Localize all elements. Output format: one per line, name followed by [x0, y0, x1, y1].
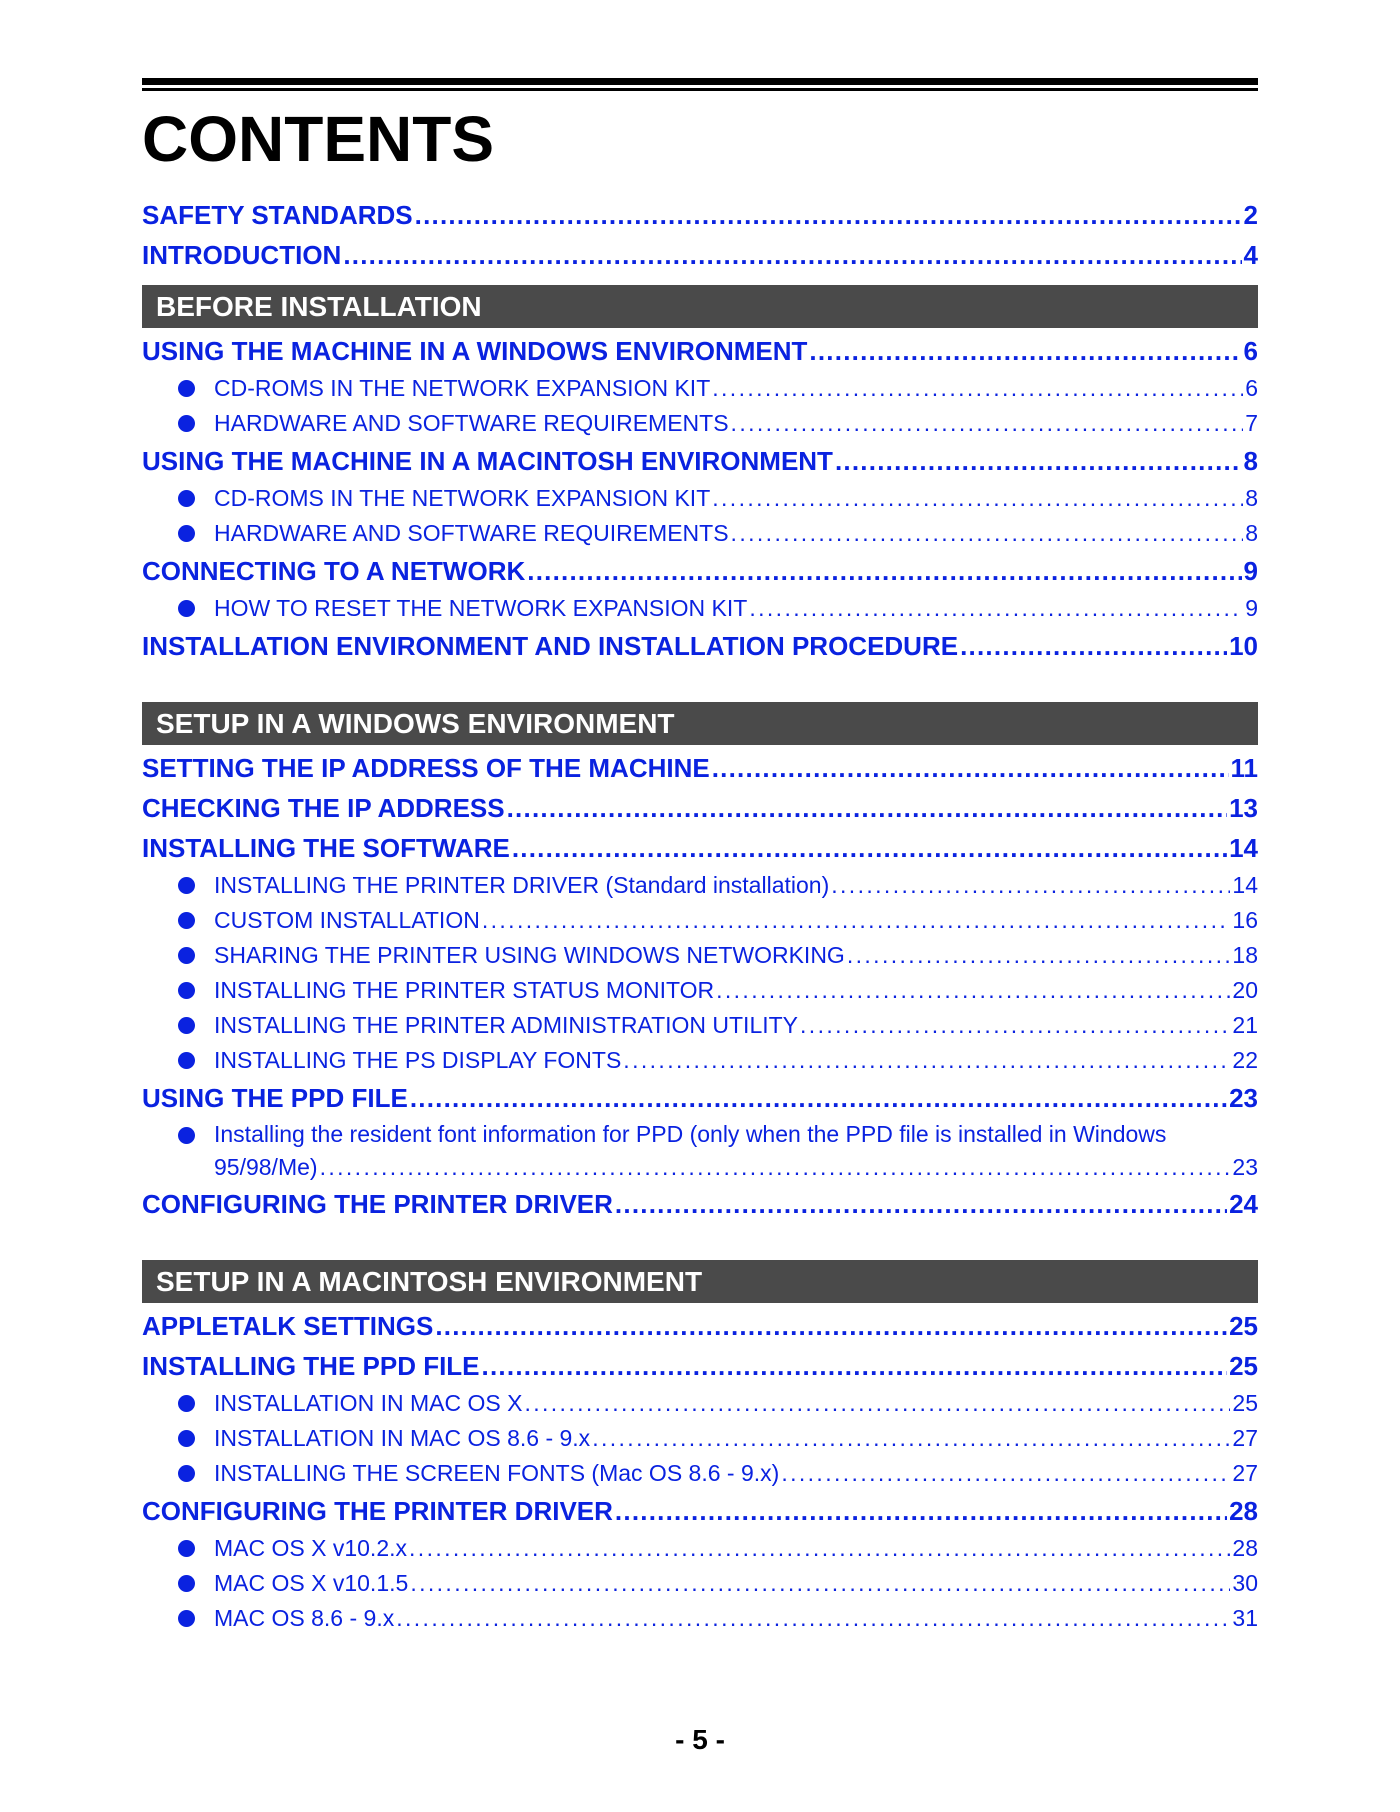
toc-page-number: 4 — [1243, 240, 1258, 270]
toc-entry-label: USING THE MACHINE IN A WINDOWS ENVIRONMENT — [142, 336, 808, 366]
toc-entry-label: INSTALLATION IN MAC OS 8.6 - 9.x — [214, 1425, 591, 1451]
dot-leader — [410, 1566, 1230, 1601]
toc-subentry[interactable] — [142, 1043, 1258, 1078]
toc-subentry[interactable] — [142, 481, 1258, 516]
toc-entry[interactable] — [142, 1306, 1258, 1346]
toc-entry-label: CONFIGURING THE PRINTER DRIVER — [142, 1496, 613, 1526]
dot-leader — [320, 1151, 1231, 1184]
toc-entry-label: HARDWARE AND SOFTWARE REQUIREMENTS — [214, 410, 729, 436]
toc-subentry[interactable] — [142, 1566, 1258, 1601]
toc-page-number: 11 — [1230, 753, 1258, 783]
dot-leader — [712, 481, 1243, 516]
toc-entry-label: CUSTOM INSTALLATION — [214, 907, 480, 933]
toc-entry-label: INSTALLING THE PPD FILE — [142, 1351, 480, 1381]
toc-subentry[interactable] — [142, 516, 1258, 551]
toc-entry[interactable] — [142, 551, 1258, 591]
dot-leader — [524, 1386, 1230, 1421]
toc-page-number: 14 — [1229, 833, 1258, 863]
toc-entry-label: HOW TO RESET THE NETWORK EXPANSION KIT — [214, 595, 748, 621]
contents-page — [142, 78, 1258, 1636]
toc-entry[interactable] — [142, 828, 1258, 868]
dot-leader — [712, 748, 1229, 788]
toc-entry-label: INSTALLING THE SCREEN FONTS (Mac OS 8.6 - 9.x) — [214, 1460, 780, 1486]
toc-page-number: 20 — [1232, 977, 1258, 1003]
toc-subentry[interactable] — [142, 1456, 1258, 1491]
toc-entry-label: INSTALLING THE PRINTER DRIVER (Standard installation) — [214, 872, 830, 898]
toc-entry-label: CONFIGURING THE PRINTER DRIVER — [142, 1189, 613, 1219]
section-heading-macintosh-setup: SETUP IN A MACINTOSH ENVIRONMENT — [142, 1260, 1258, 1303]
bullet-icon — [178, 947, 195, 964]
toc-subentry[interactable] — [142, 1386, 1258, 1421]
toc-page-number: 16 — [1232, 907, 1258, 933]
toc-subentry[interactable] — [142, 591, 1258, 626]
toc-entry[interactable] — [142, 1184, 1258, 1224]
toc-subentry[interactable] — [142, 371, 1258, 406]
dot-leader — [800, 1008, 1230, 1043]
dot-leader — [415, 195, 1242, 235]
toc-page-number: 28 — [1232, 1535, 1258, 1561]
bullet-icon — [178, 982, 195, 999]
bullet-icon — [178, 1052, 195, 1069]
toc-entry-label: MAC OS 8.6 - 9.x — [214, 1605, 395, 1631]
dot-leader — [396, 1601, 1230, 1636]
toc-page-number: 14 — [1232, 872, 1258, 898]
toc-page-number: 8 — [1245, 520, 1258, 546]
bullet-icon — [178, 1575, 195, 1592]
toc-entry-label: USING THE PPD FILE — [142, 1083, 408, 1113]
bullet-icon — [178, 1017, 195, 1034]
toc-page-number: 7 — [1245, 410, 1258, 436]
dot-leader — [716, 973, 1230, 1008]
toc-page-number: 31 — [1232, 1605, 1258, 1631]
toc-page-number: 13 — [1229, 793, 1258, 823]
toc-page-number: 21 — [1232, 1012, 1258, 1038]
toc-entry-label: MAC OS X v10.1.5 — [214, 1570, 409, 1596]
dot-leader — [527, 551, 1241, 591]
bullet-icon — [178, 1465, 195, 1482]
dot-leader — [507, 788, 1227, 828]
bullet-icon — [178, 912, 195, 929]
dot-leader — [615, 1184, 1227, 1224]
toc-subentry[interactable] — [142, 1118, 1258, 1184]
section-heading-windows-setup: SETUP IN A WINDOWS ENVIRONMENT — [142, 702, 1258, 745]
bullet-icon — [178, 380, 195, 397]
dot-leader — [960, 626, 1227, 666]
dot-leader — [482, 903, 1231, 938]
page-number-footer: - 5 - — [675, 1724, 725, 1755]
dot-leader — [482, 1346, 1228, 1386]
toc-entry-label: SHARING THE PRINTER USING WINDOWS NETWORKING — [214, 942, 845, 968]
toc-subentry[interactable] — [142, 1601, 1258, 1636]
toc-subentry[interactable] — [142, 973, 1258, 1008]
toc-entry-safety-standards[interactable] — [142, 195, 1258, 235]
toc-entry-label-continued: 95/98/Me) — [214, 1154, 318, 1180]
toc-entry[interactable] — [142, 1346, 1258, 1386]
bullet-icon — [178, 1430, 195, 1447]
bullet-icon — [178, 1395, 195, 1412]
toc-entry-label: INSTALLING THE PRINTER ADMINISTRATION UTILITY — [214, 1012, 799, 1038]
toc-page-number: 22 — [1232, 1047, 1258, 1073]
toc-entry-label: HARDWARE AND SOFTWARE REQUIREMENTS — [214, 520, 729, 546]
toc-page-number: 27 — [1232, 1425, 1258, 1451]
dot-leader — [410, 1078, 1227, 1118]
bullet-icon — [178, 1610, 195, 1627]
dot-leader — [615, 1491, 1227, 1531]
bullet-icon — [178, 1127, 195, 1144]
toc-entry-label: INSTALLING THE PS DISPLAY FONTS — [214, 1047, 622, 1073]
toc-page-number: 8 — [1245, 485, 1258, 511]
dot-leader — [512, 828, 1227, 868]
bullet-icon — [178, 490, 195, 507]
dot-leader — [435, 1306, 1227, 1346]
bullet-icon — [178, 600, 195, 617]
toc-entry-label: CD-ROMS IN THE NETWORK EXPANSION KIT — [214, 485, 711, 511]
toc-entry-label: Installing the resident font information for PPD (only when the PPD file is installed in Windows — [214, 1121, 1167, 1147]
top-rule-thin — [142, 88, 1258, 91]
toc-entry-label: CONNECTING TO A NETWORK — [142, 556, 526, 586]
bullet-icon — [178, 525, 195, 542]
toc-entry-label: USING THE MACHINE IN A MACINTOSH ENVIRONMENT — [142, 446, 833, 476]
toc-entry-label: INSTALLING THE SOFTWARE — [142, 833, 510, 863]
toc-subentry[interactable] — [142, 903, 1258, 938]
toc-entry[interactable] — [142, 1078, 1258, 1118]
section-heading-before-installation: BEFORE INSTALLATION — [142, 285, 1258, 328]
dot-leader — [749, 591, 1243, 626]
toc-entry-label: SETTING THE IP ADDRESS OF THE MACHINE — [142, 753, 710, 783]
dot-leader — [831, 868, 1230, 903]
toc-entry-label: INTRODUCTION — [142, 240, 342, 270]
toc-subentry[interactable] — [142, 1008, 1258, 1043]
toc-page-number: 25 — [1232, 1390, 1258, 1416]
bullet-icon — [178, 1540, 195, 1557]
toc-entry[interactable] — [142, 748, 1258, 788]
dot-leader — [623, 1043, 1230, 1078]
toc-entry[interactable] — [142, 331, 1258, 371]
dot-leader — [781, 1456, 1230, 1491]
toc-entry-introduction[interactable] — [142, 235, 1258, 275]
toc-entry-label: CD-ROMS IN THE NETWORK EXPANSION KIT — [214, 375, 711, 401]
toc-entry-label: APPLETALK SETTINGS — [142, 1311, 434, 1341]
toc-page-number: 2 — [1243, 200, 1258, 230]
toc-subentry[interactable] — [142, 406, 1258, 441]
toc-page-number: 24 — [1229, 1189, 1258, 1219]
toc-entry-label: INSTALLING THE PRINTER STATUS MONITOR — [214, 977, 715, 1003]
toc-entry-label: MAC OS X v10.2.x — [214, 1535, 408, 1561]
toc-entry[interactable] — [142, 441, 1258, 481]
toc-entry[interactable] — [142, 1491, 1258, 1531]
dot-leader — [592, 1421, 1230, 1456]
toc-page-number: 6 — [1243, 336, 1258, 366]
bullet-icon — [178, 415, 195, 432]
toc-page-number: 10 — [1229, 631, 1258, 661]
toc-page-number: 6 — [1245, 375, 1258, 401]
toc-page-number: 25 — [1229, 1311, 1258, 1341]
toc-subentry[interactable] — [142, 1531, 1258, 1566]
toc-page-number: 27 — [1232, 1460, 1258, 1486]
dot-leader — [712, 371, 1243, 406]
toc-entry-label: INSTALLATION ENVIRONMENT AND INSTALLATION PROCEDURE — [142, 631, 959, 661]
toc-page-number: 18 — [1232, 942, 1258, 968]
page-title: CONTENTS — [142, 103, 494, 175]
dot-leader — [835, 441, 1242, 481]
toc-page-number: 25 — [1229, 1351, 1258, 1381]
toc-page-number: 30 — [1232, 1570, 1258, 1596]
dot-leader — [343, 235, 1241, 275]
toc-subentry[interactable] — [142, 938, 1258, 973]
toc-page-number: 23 — [1229, 1083, 1258, 1113]
toc-page-number: 28 — [1229, 1496, 1258, 1526]
toc-page-number: 23 — [1232, 1154, 1258, 1180]
dot-leader — [731, 516, 1244, 551]
toc-subentry[interactable] — [142, 868, 1258, 903]
toc-entry[interactable] — [142, 788, 1258, 828]
dot-leader — [809, 331, 1241, 371]
toc-page-number: 9 — [1243, 556, 1258, 586]
toc-entry-label: CHECKING THE IP ADDRESS — [142, 793, 505, 823]
toc-page-number: 9 — [1245, 595, 1258, 621]
top-rule-thick — [142, 78, 1258, 85]
dot-leader — [409, 1531, 1230, 1566]
dot-leader — [731, 406, 1244, 441]
dot-leader — [847, 938, 1231, 973]
bullet-icon — [178, 877, 195, 894]
toc-entry-label: SAFETY STANDARDS — [142, 200, 413, 230]
toc-subentry[interactable] — [142, 1421, 1258, 1456]
toc-entry-label: INSTALLATION IN MAC OS X — [214, 1390, 523, 1416]
toc-page-number: 8 — [1243, 446, 1258, 476]
toc-entry[interactable] — [142, 626, 1258, 666]
